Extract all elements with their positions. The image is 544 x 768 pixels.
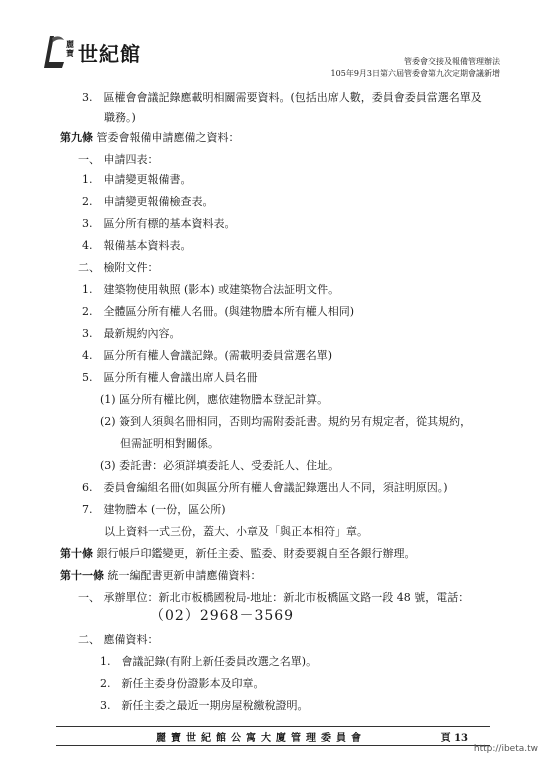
- list-item: 2. 申請變更報備檢查表。: [82, 195, 214, 208]
- article-text: 統一編配書更新申請應備資料：: [107, 569, 262, 582]
- phone-number: （02）2968－3569: [150, 608, 295, 624]
- header-subtitle: 105年9月3日第六屆管委會第九次定期會議新增: [330, 69, 500, 78]
- section-heading: 二、 檢附文件：: [78, 261, 159, 274]
- article-heading: [60, 568, 262, 584]
- header-title: 管委會交接及報備管理辦法: [404, 57, 500, 66]
- footer-title: 麗寶世紀館公寓大廈管理委員會: [156, 733, 366, 744]
- sub-list-item: (2) 簽到人須與名冊相同，否則均需附委託書。規約另有規定者，從其規約，: [100, 415, 472, 428]
- list-item: 5. 區分所有權人會議出席人員名冊: [82, 371, 258, 384]
- logo-small-text: 麗寶: [66, 39, 74, 58]
- logo-name: 世紀館: [78, 42, 141, 66]
- list-item: 1. 會議記錄(有附上新任委員改選之名單)。: [100, 655, 318, 668]
- article-heading: [60, 130, 240, 146]
- page-number: 頁 13: [440, 733, 468, 744]
- sub-list-item: (3) 委託書：必須詳填委託人、受委託人、住址。: [100, 459, 340, 472]
- list-item: 1. 申請變更報備書。: [82, 173, 192, 186]
- list-item: 4. 區分所有權人會議記錄。(需載明委員當選名單): [82, 349, 333, 362]
- text-line: 以上資料一式三份，蓋大、小章及「與正本相符」章。: [104, 525, 368, 538]
- article-label: 第十條: [60, 547, 93, 560]
- text-line: 職務。): [104, 111, 136, 124]
- document-header: [331, 56, 500, 80]
- section-heading: 二、 應備資料：: [78, 633, 159, 646]
- section-heading: 一、 申請四表：: [78, 153, 159, 166]
- list-item: 2. 全體區分所有權人名冊。(與建物謄本所有權人相同): [82, 305, 355, 318]
- list-item: 4. 報備基本資料表。: [82, 239, 192, 252]
- sub-list-item: 但需証明相對關係。: [120, 437, 219, 450]
- article-heading: [60, 546, 416, 562]
- list-item: 3. 新任主委之最近一期房屋稅繳稅證明。: [100, 699, 309, 712]
- list-item: 1. 建築物使用執照 (影本) 或建築物合法証明文件。: [82, 283, 340, 296]
- list-item: 6. 委員會編組名冊(如與區分所有權人會議記錄選出人不同，須註明原因。): [82, 481, 448, 494]
- logo: [40, 30, 150, 74]
- text-line: 3. 區權會會議記錄應載明相關需要資料。(包括出席人數，委員會委員當選名單及: [82, 91, 482, 104]
- list-item: 7. 建物謄本 (一份，區公所): [82, 503, 226, 516]
- list-item: 3. 區分所有標的基本資料表。: [82, 217, 236, 230]
- watermark: http://ibeta.tw: [473, 744, 538, 754]
- logo-mark-icon: [40, 32, 66, 70]
- sub-list-item: (1) 區分所有權比例，應依建物謄本登記計算。: [100, 393, 329, 406]
- article-label: 第九條: [60, 131, 93, 144]
- list-item: 2. 新任主委身份證影本及印章。: [100, 677, 265, 690]
- article-text: 銀行帳戶印鑑變更，新任主委、監委、財委要親自至各銀行辦理。: [96, 547, 416, 560]
- list-item: 3. 最新規約內容。: [82, 327, 181, 340]
- text-line: 一、 承辦單位：新北市板橋國稅局-地址：新北市板橋區文路一段 48 號，電話：: [78, 591, 470, 604]
- footer: [56, 726, 490, 746]
- article-label: 第十一條: [60, 569, 104, 582]
- article-text: 管委會報備申請應備之資料：: [96, 131, 240, 144]
